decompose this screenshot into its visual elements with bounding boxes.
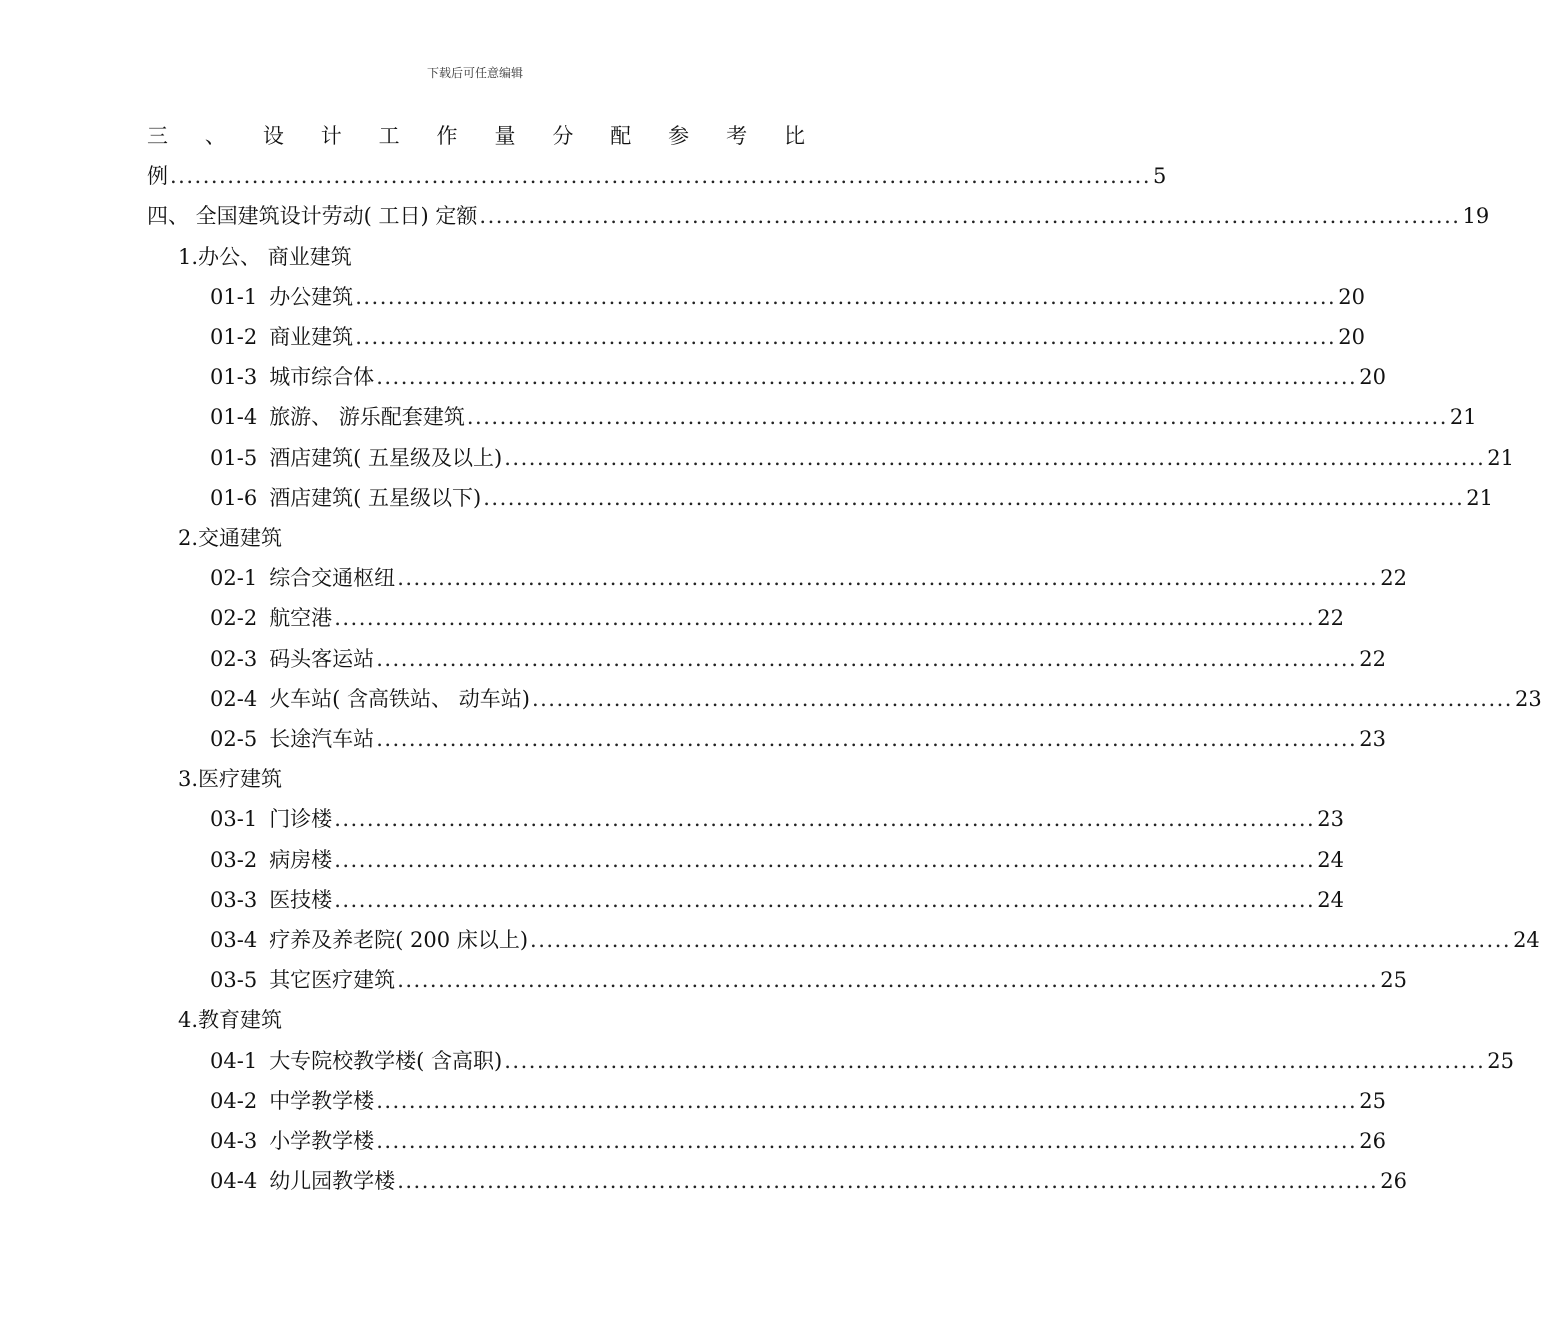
dot-leader: ........................................................................................................................	[376, 1129, 1358, 1153]
page-number: 26	[1359, 1129, 1386, 1153]
toc-line	[0, 280, 1365, 314]
toc-line	[0, 119, 950, 153]
entry-code: 02-3	[210, 646, 258, 671]
dot-leader: ........................................................................................................................	[334, 887, 1316, 912]
entry-label: 病房楼	[269, 847, 333, 872]
toc-line	[0, 883, 1344, 917]
toc-line	[0, 843, 1344, 877]
dot-leader: ........................................................................................................................	[397, 1169, 1379, 1194]
toc-line	[0, 1044, 1515, 1078]
dot-leader: ........................................................................................................................	[504, 1048, 1486, 1073]
toc-line	[0, 963, 1407, 997]
dot-leader: ........................................................................................................................	[531, 686, 1513, 711]
entry-label: 综合交通枢纽	[269, 566, 396, 591]
toc-line	[0, 441, 1515, 475]
entry-label: 码头客运站	[269, 646, 375, 671]
toc-line	[0, 320, 1365, 354]
toc-entry[interactable]	[210, 1164, 1407, 1198]
page-number: 21	[1466, 485, 1494, 510]
dot-leader: ........................................................................................................................	[376, 727, 1358, 751]
toc-line	[0, 722, 1386, 756]
page-number: 20	[1359, 365, 1386, 390]
toc-line	[0, 481, 1494, 515]
entry-code: 01-1	[210, 284, 258, 309]
dot-leader: ........................................................................................................................	[376, 365, 1358, 390]
toc-entry[interactable]	[210, 320, 1365, 354]
toc-line	[0, 561, 1407, 595]
toc-line	[0, 1124, 1386, 1158]
toc-entry[interactable]	[210, 561, 1407, 595]
entry-code: 01-3	[210, 365, 258, 390]
toc-section-title: 1.办公、 商业建筑	[178, 244, 352, 269]
heading-char: 计	[320, 124, 342, 148]
page-number: 23	[1359, 727, 1386, 751]
entry-code: 01-2	[210, 325, 258, 349]
entry-code: 03-2	[210, 847, 258, 872]
toc-line	[0, 240, 950, 274]
toc-line	[0, 923, 1540, 957]
dot-leader: ........................................................................................................................	[334, 847, 1316, 872]
page-number: 23	[1317, 807, 1344, 832]
dot-leader: ........................................................................................................................	[479, 204, 1461, 229]
heading-text: 四、 全国建筑设计劳动( 工日) 定额	[147, 204, 478, 229]
entry-code: 02-4	[210, 686, 258, 711]
page-header: 下载后可任意编辑	[426, 66, 523, 80]
toc-line	[0, 400, 1477, 434]
entry-label: 办公建筑	[269, 284, 354, 309]
page-number: 26	[1380, 1169, 1407, 1194]
entry-label: 其它医疗建筑	[269, 968, 396, 993]
entry-label: 中学教学楼	[269, 1088, 375, 1113]
heading-char: 工	[378, 124, 400, 148]
page-number: 22	[1317, 606, 1344, 631]
entry-label: 商业建筑	[269, 325, 354, 349]
toc-entry[interactable]	[210, 400, 1477, 434]
page-number: 23	[1514, 686, 1542, 711]
toc-entry[interactable]	[210, 843, 1344, 877]
entry-label: 酒店建筑( 五星级及以上)	[269, 445, 503, 470]
page-number: 25	[1487, 1048, 1515, 1073]
page-number: 19	[1462, 204, 1490, 229]
toc-line	[0, 802, 1344, 836]
toc-line	[0, 682, 1542, 716]
toc-section-title: 2.交通建筑	[178, 526, 283, 550]
toc-entry[interactable]	[210, 481, 1494, 515]
page-number: 21	[1487, 445, 1515, 470]
heading-char: 设	[262, 124, 284, 148]
toc-part3-heading	[147, 119, 805, 153]
entry-code: 04-4	[210, 1169, 258, 1194]
entry-label: 酒店建筑( 五星级以下)	[269, 485, 482, 510]
page-number: 24	[1317, 887, 1344, 912]
heading-text: 例	[147, 164, 168, 189]
entry-code: 03-5	[210, 968, 258, 993]
dot-leader: ........................................................................................................................	[530, 928, 1512, 952]
entry-label: 航空港	[269, 606, 333, 631]
entry-code: 02-2	[210, 606, 258, 631]
toc-line	[0, 521, 950, 555]
heading-char: 配	[610, 124, 632, 148]
toc-entry[interactable]	[210, 883, 1344, 917]
dot-leader: ........................................................................................................................	[170, 164, 1152, 189]
dot-leader: ........................................................................................................................	[466, 405, 1448, 430]
toc-part4-heading[interactable]	[147, 199, 1490, 233]
heading-char: 三	[147, 124, 168, 148]
page-number: 22	[1359, 646, 1386, 671]
page-number: 25	[1380, 968, 1407, 993]
entry-code: 02-5	[210, 727, 258, 751]
toc-entry[interactable]	[210, 642, 1386, 676]
entry-code: 03-1	[210, 807, 258, 832]
page-number: 5	[1153, 164, 1167, 189]
toc-entry[interactable]	[210, 802, 1344, 836]
page-number: 24	[1513, 928, 1540, 952]
entry-label: 大专院校教学楼( 含高职)	[269, 1048, 503, 1073]
heading-char: 量	[494, 124, 516, 148]
heading-char: 作	[436, 124, 458, 148]
entry-code: 01-5	[210, 445, 258, 470]
entry-code: 04-3	[210, 1129, 258, 1153]
dot-leader: ........................................................................................................................	[397, 968, 1379, 993]
dot-leader: ........................................................................................................................	[504, 445, 1486, 470]
entry-label: 长途汽车站	[269, 727, 375, 751]
page-number: 20	[1338, 325, 1365, 349]
heading-char: 、	[204, 124, 226, 148]
dot-leader: ........................................................................................................................	[397, 566, 1379, 591]
toc-entry[interactable]	[210, 601, 1344, 635]
toc-line	[0, 1084, 1386, 1118]
toc-entry[interactable]	[210, 1084, 1386, 1118]
toc-entry[interactable]	[210, 963, 1407, 997]
heading-char: 参	[668, 124, 690, 148]
toc-section-title: 3.医疗建筑	[178, 767, 283, 792]
toc-entry[interactable]	[210, 1044, 1515, 1078]
toc-line	[0, 642, 1386, 676]
toc-section-title: 4.教育建筑	[178, 1008, 283, 1033]
page-number: 22	[1380, 566, 1407, 591]
dot-leader: ........................................................................................................................	[483, 485, 1465, 510]
page-number: 20	[1338, 284, 1365, 309]
entry-label: 城市综合体	[269, 365, 375, 390]
toc-line	[0, 1164, 1407, 1198]
dot-leader: ........................................................................................................................	[376, 646, 1358, 671]
entry-code: 04-2	[210, 1088, 258, 1113]
entry-code: 01-4	[210, 405, 258, 430]
toc-entry[interactable]	[210, 441, 1515, 475]
toc-entry[interactable]	[210, 1124, 1386, 1158]
toc-line	[0, 762, 950, 796]
heading-char: 考	[726, 124, 748, 148]
toc-entry[interactable]	[210, 280, 1365, 314]
toc-line	[0, 601, 1344, 635]
entry-label: 火车站( 含高铁站、 动车站)	[269, 686, 530, 711]
entry-label: 小学教学楼	[269, 1129, 375, 1153]
dot-leader: ........................................................................................................................	[334, 606, 1316, 631]
toc-entry[interactable]	[210, 682, 1542, 716]
entry-code: 03-4	[210, 928, 258, 952]
entry-label: 门诊楼	[269, 807, 333, 832]
entry-label: 疗养及养老院( 200 床以上)	[269, 928, 529, 952]
heading-char: 比	[783, 124, 805, 148]
toc-line	[0, 159, 1167, 193]
entry-label: 医技楼	[269, 887, 333, 912]
page-number: 25	[1359, 1088, 1386, 1113]
heading-char: 分	[552, 124, 574, 148]
toc-entry[interactable]	[210, 923, 1540, 957]
toc-entry[interactable]	[210, 360, 1386, 394]
entry-code: 01-6	[210, 485, 258, 510]
toc-line	[0, 1003, 950, 1037]
page-number: 24	[1317, 847, 1344, 872]
entry-code: 02-1	[210, 566, 258, 591]
dot-leader: ........................................................................................................................	[376, 1088, 1358, 1113]
entry-label: 旅游、 游乐配套建筑	[269, 405, 465, 430]
page-number: 21	[1449, 405, 1477, 430]
toc-line	[0, 199, 1490, 233]
dot-leader: ........................................................................................................................	[355, 325, 1337, 349]
toc-line	[0, 360, 1386, 394]
entry-code: 03-3	[210, 887, 258, 912]
toc-entry[interactable]	[210, 722, 1386, 756]
entry-label: 幼儿园教学楼	[269, 1169, 396, 1194]
toc-part3-continuation[interactable]	[147, 159, 1167, 193]
dot-leader: ........................................................................................................................	[334, 807, 1316, 832]
entry-code: 04-1	[210, 1048, 258, 1073]
dot-leader: ........................................................................................................................	[355, 284, 1337, 309]
